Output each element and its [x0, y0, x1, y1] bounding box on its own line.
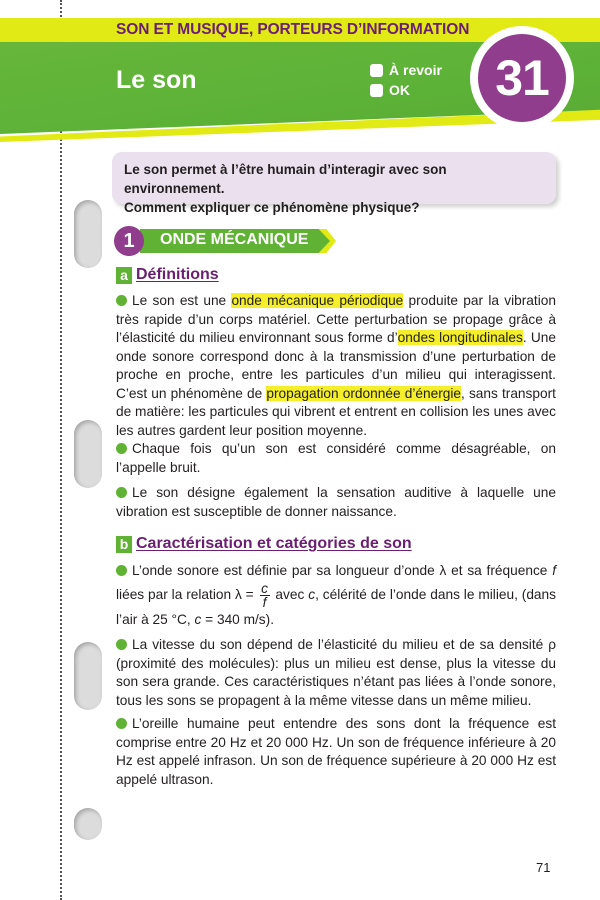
paragraph [116, 715, 556, 789]
text: La vitesse du son dépend de l’élasticité du milieu et de sa densité ρ (proximité des molécules): plus un milieu est dense, plus la vitesse du son sera grande. Ces caractéristiques n’étant pas liées à l’onde sonore, tous les sons se propagent à la même vitesse dans un même milieu. [116, 637, 556, 708]
paragraph [116, 292, 556, 440]
text: , célérité de l’onde dans le milieu, (dans l’air à 25 °C, [116, 587, 556, 627]
subheading-title: Définitions [136, 266, 219, 283]
intro-box [112, 152, 556, 215]
section-title: SON ET MUSIQUE, PORTEURS D’INFORMATION [116, 21, 470, 38]
checkbox-icon[interactable] [370, 84, 383, 97]
text: L’onde sonore est définie par sa longueur d’onde λ et sa fréquence [132, 563, 553, 578]
fraction-numerator: c [261, 581, 268, 596]
text: L’oreille humaine peut entendre des sons dont la fréquence est comprise entre 20 Hz et 20 000 Hz. Un son de fréquence inférieure à 20 Hz est appelé infrason. Un son de fréquence supérieure à 20 000 Hz est appelé ultrason. [116, 716, 556, 787]
text: Le son désigne également la sensation auditive à laquelle une vibration est susceptible de donner naissance. [116, 485, 556, 519]
intro-line: Le son permet à l’être humain d’interagir avec son environnement. [124, 162, 447, 196]
part-title: ONDE MÉCANIQUE [160, 231, 309, 248]
paragraph [116, 484, 556, 521]
text: avec [271, 587, 309, 603]
subheading-letter: b [116, 536, 132, 553]
highlight: propagation ordonnée d’énergie [266, 385, 462, 401]
text: , sans transport de matière: les particules qui vibrent et entrent en collision les unes avec les autres gardent leur position moyenne. [116, 385, 556, 438]
text: = 340 m/s). [201, 612, 275, 627]
bullet-icon [116, 639, 127, 650]
subheading-title: Caractérisation et catégories de son [136, 535, 412, 552]
checkbox-review-label: À revoir [389, 62, 442, 78]
symbol: c [308, 587, 316, 603]
text: produite par la vibration très rapide d’un corps matériel. Cette perturbation se propage grâce à l’élasticité du milieu environnant sous forme d’ [116, 293, 556, 345]
checkbox-ok-label: OK [389, 82, 410, 98]
fraction-denominator: f [262, 595, 267, 610]
checkbox-icon[interactable] [370, 64, 383, 77]
paragraph [116, 636, 556, 710]
symbol: f [552, 563, 556, 578]
page-title: Le son [116, 66, 197, 94]
subheading-letter: a [116, 267, 132, 284]
intro-line: Comment expliquer ce phénomène physique? [124, 200, 420, 215]
highlight: ondes longitudinales [397, 330, 523, 345]
symbol: c [194, 612, 202, 627]
subheading-a [116, 266, 219, 284]
paragraph [116, 440, 556, 477]
text: Le son est une [132, 293, 232, 308]
bullet-icon [116, 565, 127, 576]
fraction [260, 582, 270, 609]
checkbox-review[interactable] [370, 62, 442, 78]
subheading-b [116, 535, 412, 553]
part-number: 1 [114, 226, 144, 256]
chapter-number-badge: 31 [478, 34, 566, 122]
highlight: onde mécanique périodique [231, 293, 404, 308]
checkbox-ok[interactable] [370, 82, 410, 98]
text: Chaque fois qu’un son est considéré comme désagréable, on l’appelle bruit. [116, 441, 556, 475]
punch-hole [74, 200, 102, 268]
punch-hole [74, 808, 102, 840]
bullet-icon [116, 487, 127, 498]
punch-hole [74, 642, 102, 710]
text: liées par la relation λ = [116, 587, 258, 603]
bullet-icon [116, 718, 127, 729]
bullet-icon [116, 295, 127, 306]
page-number: 71 [536, 860, 551, 875]
text: . Une onde sonore correspond donc à la transmission d’une perturbation de proche en proche, entre les particules d’un milieu qui interagissent. C’est un phénomène de [116, 330, 556, 401]
punch-hole [74, 420, 102, 488]
bullet-icon [116, 443, 127, 454]
paragraph [116, 560, 556, 631]
